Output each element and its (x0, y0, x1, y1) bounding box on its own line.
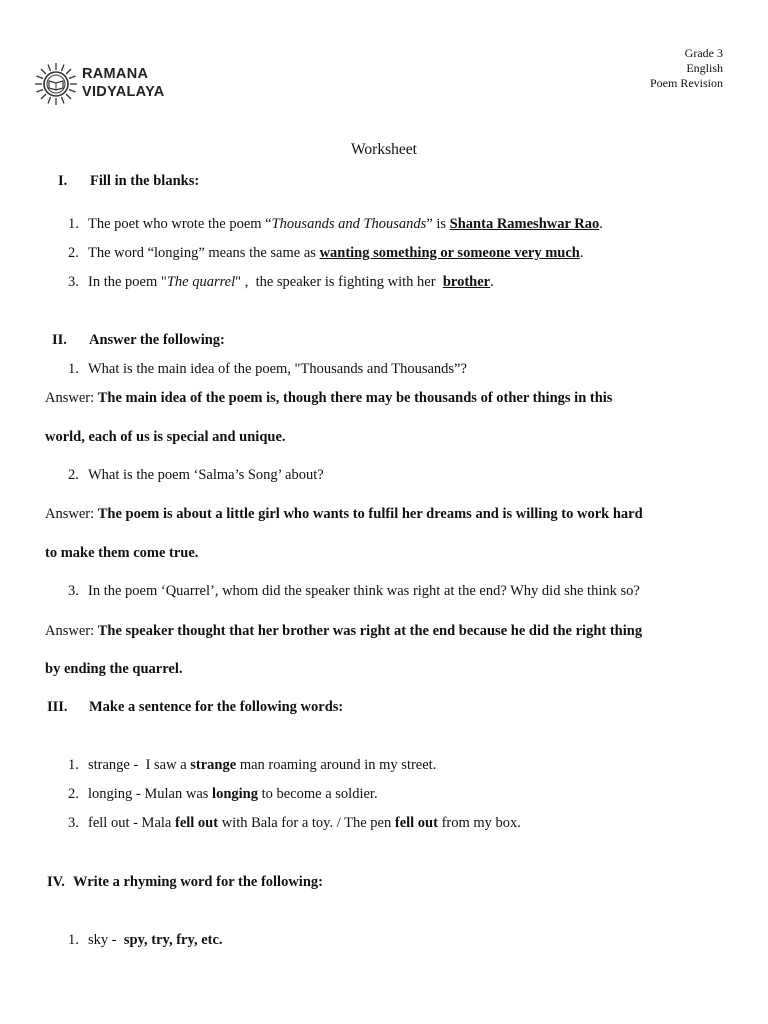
question-text: What is the poem ‘Salma’s Song’ about? (88, 467, 324, 483)
item-text: fell out - Mala (88, 815, 175, 831)
page-title: Worksheet (351, 141, 417, 158)
poem-title: Thousands and Thousands (271, 216, 427, 232)
blank-answer: wanting something or someone very much (319, 245, 580, 261)
answer-text: The main idea of the poem is, though there may be thousands of other things in this (97, 390, 613, 406)
question-1 (68, 361, 467, 378)
school-emblem-icon (34, 62, 78, 106)
item-number: 3. (68, 583, 79, 599)
answer-2-line-1 (45, 506, 643, 523)
section-2-heading (52, 332, 225, 349)
document-meta (650, 46, 723, 91)
sentence-item-1 (68, 757, 436, 774)
key-word: longing (212, 786, 258, 802)
question-3 (68, 583, 640, 600)
answer-text: The poem is about a little girl who wants to fulfil her dreams and is willing to work hard (97, 506, 643, 522)
answer-text: The speaker thought that her brother was right at the end because he did the right thing (97, 623, 643, 639)
blank-answer: Shanta Rameshwar Rao (449, 216, 600, 232)
school-name-line2: VIDYALAYA (82, 84, 165, 100)
item-text: The word “longing” means the same as (88, 245, 320, 261)
answer-label: Answer: (45, 623, 98, 639)
rhyming-words: spy, try, fry, etc. (123, 932, 223, 948)
fill-blank-item-2 (68, 245, 583, 262)
poem-title: The quarrel (166, 274, 236, 290)
grade-label: Grade 3 (684, 46, 723, 60)
section-3-title: Make a sentence for the following words: (89, 699, 344, 715)
item-text: . (490, 274, 494, 290)
section-4-numeral: IV. (47, 874, 65, 890)
item-text: with Bala for a toy. / The pen (218, 815, 395, 831)
item-number: 2. (68, 245, 79, 261)
answer-2-line-2: to make them come true. (45, 545, 199, 561)
item-text: In the poem " (88, 274, 167, 290)
question-text: In the poem ‘Quarrel’, whom did the speaker think was right at the end? Why did she think so? (88, 583, 640, 599)
sentence-item-3 (68, 815, 521, 832)
section-2-numeral: II. (52, 332, 67, 348)
subject-label: English (686, 61, 723, 75)
item-text: sky - (88, 932, 124, 948)
item-number: 1. (68, 361, 79, 377)
item-text: man roaming around in my street. (236, 757, 437, 773)
key-word: fell out (394, 815, 438, 831)
section-1-title: Fill in the blanks: (90, 173, 200, 189)
section-4-heading (47, 874, 323, 891)
answer-3-line-2: by ending the quarrel. (45, 661, 183, 677)
sentence-item-2 (68, 786, 378, 803)
section-2-title: Answer the following: (89, 332, 225, 348)
rhyme-item-1 (68, 932, 223, 949)
answer-1-line-2: world, each of us is special and unique. (45, 429, 286, 445)
item-text: . (599, 216, 603, 232)
item-number: 2. (68, 786, 79, 802)
item-number: 3. (68, 815, 79, 831)
item-number: 2. (68, 467, 79, 483)
item-number: 3. (68, 274, 79, 290)
item-text: . (579, 245, 584, 261)
answer-3-line-1 (45, 623, 642, 640)
item-number: 1. (68, 216, 79, 232)
item-number: 1. (68, 932, 79, 948)
item-text: strange - I saw a (88, 757, 191, 773)
item-text: from my box. (437, 815, 521, 831)
item-text: " , the speaker is fighting with her (235, 274, 443, 290)
key-word: strange (190, 757, 237, 773)
key-word: fell out (174, 815, 219, 831)
section-3-numeral: III. (47, 699, 68, 715)
item-text: longing - Mulan was (88, 786, 213, 802)
question-text: What is the main idea of the poem, "Thousands and Thousands”? (88, 361, 467, 377)
answer-label: Answer: (45, 506, 98, 522)
item-text: to become a soldier. (257, 786, 378, 802)
topic-label: Poem Revision (649, 76, 723, 90)
answer-1-line-1 (45, 390, 612, 407)
answer-label: Answer: (45, 390, 98, 406)
school-name (82, 65, 165, 101)
school-name-line1: RAMANA (82, 66, 149, 82)
fill-blank-item-1 (68, 216, 603, 233)
item-number: 1. (68, 757, 79, 773)
item-text: The poet who wrote the poem “ (88, 216, 272, 232)
blank-answer: brother (442, 274, 491, 290)
school-logo (34, 62, 194, 106)
item-text: ” is (426, 216, 450, 232)
section-1-numeral: I. (58, 173, 68, 189)
section-4-title: Write a rhyming word for the following: (73, 874, 323, 890)
question-2 (68, 467, 324, 484)
section-3-heading (47, 699, 343, 716)
fill-blank-item-3 (68, 274, 494, 291)
section-1-heading (58, 173, 199, 190)
